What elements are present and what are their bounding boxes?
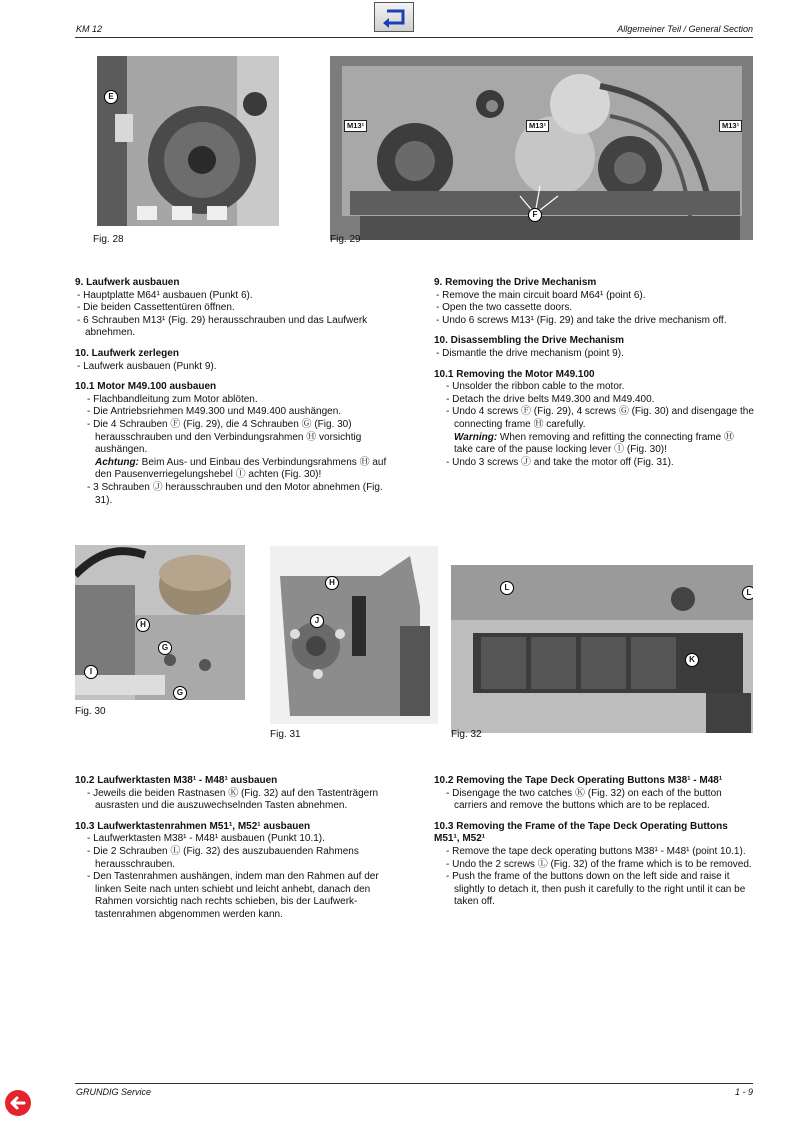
step-en-10-1-3: - Undo 4 screws Ⓕ (Fig. 29), 4 screws Ⓖ (Fig. 30) and disengage the connecting frame Ⓗ carefully.: [446, 406, 754, 430]
fig30-photo: [75, 545, 245, 700]
step-en-10-3-2: - Undo the 2 screws Ⓛ (Fig. 32) of the frame which is to be removed.: [446, 858, 752, 870]
step-en-10-3-3: - Push the frame of the buttons down on the left side and raise it slightly to detach it, then push it carefully to the right until it can be taken off.: [446, 871, 746, 908]
step-de-10-2-1: - Jeweils die beiden Rastnasen Ⓚ (Fig. 32) auf den Tastenträgern ausrasten und die auszuwechselnden Tasten abnehmen.: [87, 787, 379, 812]
footer-rule: [75, 1083, 753, 1084]
step-en-9-3: - Undo 6 screws M13¹ (Fig. 29) and take the drive mechanism off.: [436, 314, 727, 326]
warning-en-label: Warning:: [454, 431, 498, 443]
heading-de-10-3: 10.3 Laufwerktastenrahmen M51¹, M52¹ ausbauen: [75, 820, 311, 832]
step-de-10-1-2: - Die Antriebsriehmen M49.300 und M49.400 aushängen.: [87, 406, 342, 418]
step-en-9-1: - Remove the main circuit board M64¹ (point 6).: [436, 289, 646, 301]
return-arrow-icon: [375, 3, 413, 31]
step-de-10-1-4: - 3 Schrauben Ⓙ herausschrauben und den Motor abnehmen (Fig. 31).: [87, 481, 383, 506]
heading-de-10-2: 10.2 Laufwerktasten M38¹ - M48¹ ausbauen: [75, 775, 278, 786]
callout-h-31: H: [325, 576, 339, 590]
fig28-photo: [97, 56, 279, 226]
back-arrow-icon: [5, 1090, 31, 1116]
section-en-top: [434, 277, 754, 469]
header-right: Allgemeiner Teil / General Section: [617, 24, 753, 34]
callout-l-1: L: [500, 581, 514, 595]
callout-g-1: G: [158, 641, 172, 655]
heading-en-10-1: 10.1 Removing the Motor M49.100: [434, 368, 595, 380]
fig32-caption: Fig. 32: [451, 729, 482, 740]
callout-f: F: [528, 208, 542, 222]
step-de-10-1-3: - Die 4 Schrauben Ⓕ (Fig. 29), die 4 Schrauben Ⓖ (Fig. 30) herausschrauben und den Verbindungsrahmen Ⓗ vorsichtig aushängen.: [87, 418, 362, 456]
warning-en: [434, 432, 754, 457]
m13-label-3: M13¹: [719, 120, 742, 132]
step-en-10-3-1: - Remove the tape deck operating buttons M38¹ - M48¹ (point 10.1).: [446, 845, 746, 857]
step-de-10-1-1: - Flachbandleitung zum Motor ablöten.: [87, 393, 258, 405]
header-rule: [75, 37, 753, 38]
callout-j: J: [310, 614, 324, 628]
header-left: KM 12: [76, 24, 103, 34]
up-button[interactable]: [374, 2, 414, 32]
step-en-10-2-1: - Disengage the two catches Ⓚ (Fig. 32) on each of the button carriers and remove the buttons which are to be replaced.: [446, 787, 722, 812]
fig31-photo: [270, 546, 438, 724]
footer-left: GRUNDIG Service: [76, 1087, 152, 1097]
callout-k: K: [685, 653, 699, 667]
warning-de: [75, 457, 397, 482]
heading-de-9: 9. Laufwerk ausbauen: [75, 277, 180, 288]
callout-g-2: G: [173, 686, 187, 700]
heading-de-10: 10. Laufwerk zerlegen: [75, 347, 179, 359]
fig32-photo: [451, 565, 753, 733]
section-de-bottom: [75, 775, 397, 922]
step-en-10-1-4: - Undo 3 screws Ⓙ and take the motor off (Fig. 31).: [446, 456, 674, 468]
heading-en-10-3: 10.3 Removing the Frame of the Tape Deck Operating Buttons M51¹, M52¹: [434, 820, 728, 845]
fig29-caption: Fig. 29: [330, 234, 361, 245]
step-de-9-1: - Hauptplatte M64¹ ausbauen (Punkt 6).: [77, 289, 253, 301]
callout-i: I: [84, 665, 98, 679]
step-de-9-2: - Die beiden Cassettentüren öffnen.: [77, 302, 235, 314]
section-de-top: [75, 277, 397, 507]
callout-l-2: L: [742, 586, 753, 600]
step-en-10-1-1: - Unsolder the ribbon cable to the motor.: [446, 381, 625, 393]
m13-label-2: M13¹: [526, 120, 549, 132]
step-en-9-2: - Open the two cassette doors.: [436, 302, 573, 314]
heading-en-10: 10. Disassembling the Drive Mechanism: [434, 335, 625, 347]
step-de-9-3: - 6 Schrauben M13¹ (Fig. 29) herausschrauben und das Laufwerk abnehmen.: [77, 314, 368, 339]
step-de-10-1: - Laufwerk ausbauen (Punkt 9).: [77, 360, 217, 372]
fig29-photo: [330, 56, 753, 240]
warning-de-text: Beim Aus- und Einbau des Verbindungsrahmens Ⓗ auf den Pausenverriegelungshebel Ⓘ achten (Fig. 30)!: [95, 456, 387, 481]
step-de-10-3-1: - Laufwerktasten M38¹ - M48¹ ausbauen (Punkt 10.1).: [87, 833, 325, 845]
step-de-10-3-3: - Den Tastenrahmen aushängen, indem man den Rahmen auf der linken Seite nach unten schiebt und leicht anhebt, danach den Rahmen vorsichtig nach rechts schieben, bis der Laufwerk-tastenrahmen abgenommen werden kann.: [87, 871, 379, 920]
m13-label-1: M13¹: [344, 120, 367, 132]
back-button[interactable]: [5, 1090, 31, 1116]
fig31-caption: Fig. 31: [270, 729, 301, 740]
fig30-caption: Fig. 30: [75, 706, 106, 717]
heading-en-9: 9. Removing the Drive Mechanism: [434, 277, 597, 288]
section-en-bottom: [434, 775, 754, 909]
warning-en-text: When removing and refitting the connecting frame Ⓗ take care of the pause locking lever Ⓘ (Fig. 30)!: [454, 431, 734, 456]
step-de-10-3-2: - Die 2 Schrauben Ⓛ (Fig. 32) des auszubauenden Rahmens herausschrauben.: [87, 845, 359, 870]
warning-de-label: Achtung:: [95, 456, 139, 468]
footer-right: 1 - 9: [734, 1087, 753, 1097]
callout-h: H: [136, 618, 150, 632]
callout-e: E: [104, 90, 118, 104]
fig28-caption: Fig. 28: [93, 234, 124, 245]
heading-de-10-1: 10.1 Motor M49.100 ausbauen: [75, 381, 217, 393]
step-en-10-1-2: - Detach the drive belts M49.300 and M49.400.: [446, 393, 655, 405]
heading-en-10-2: 10.2 Removing the Tape Deck Operating Buttons M38¹ - M48¹: [434, 775, 723, 786]
step-en-10-1: - Dismantle the drive mechanism (point 9).: [436, 347, 624, 359]
